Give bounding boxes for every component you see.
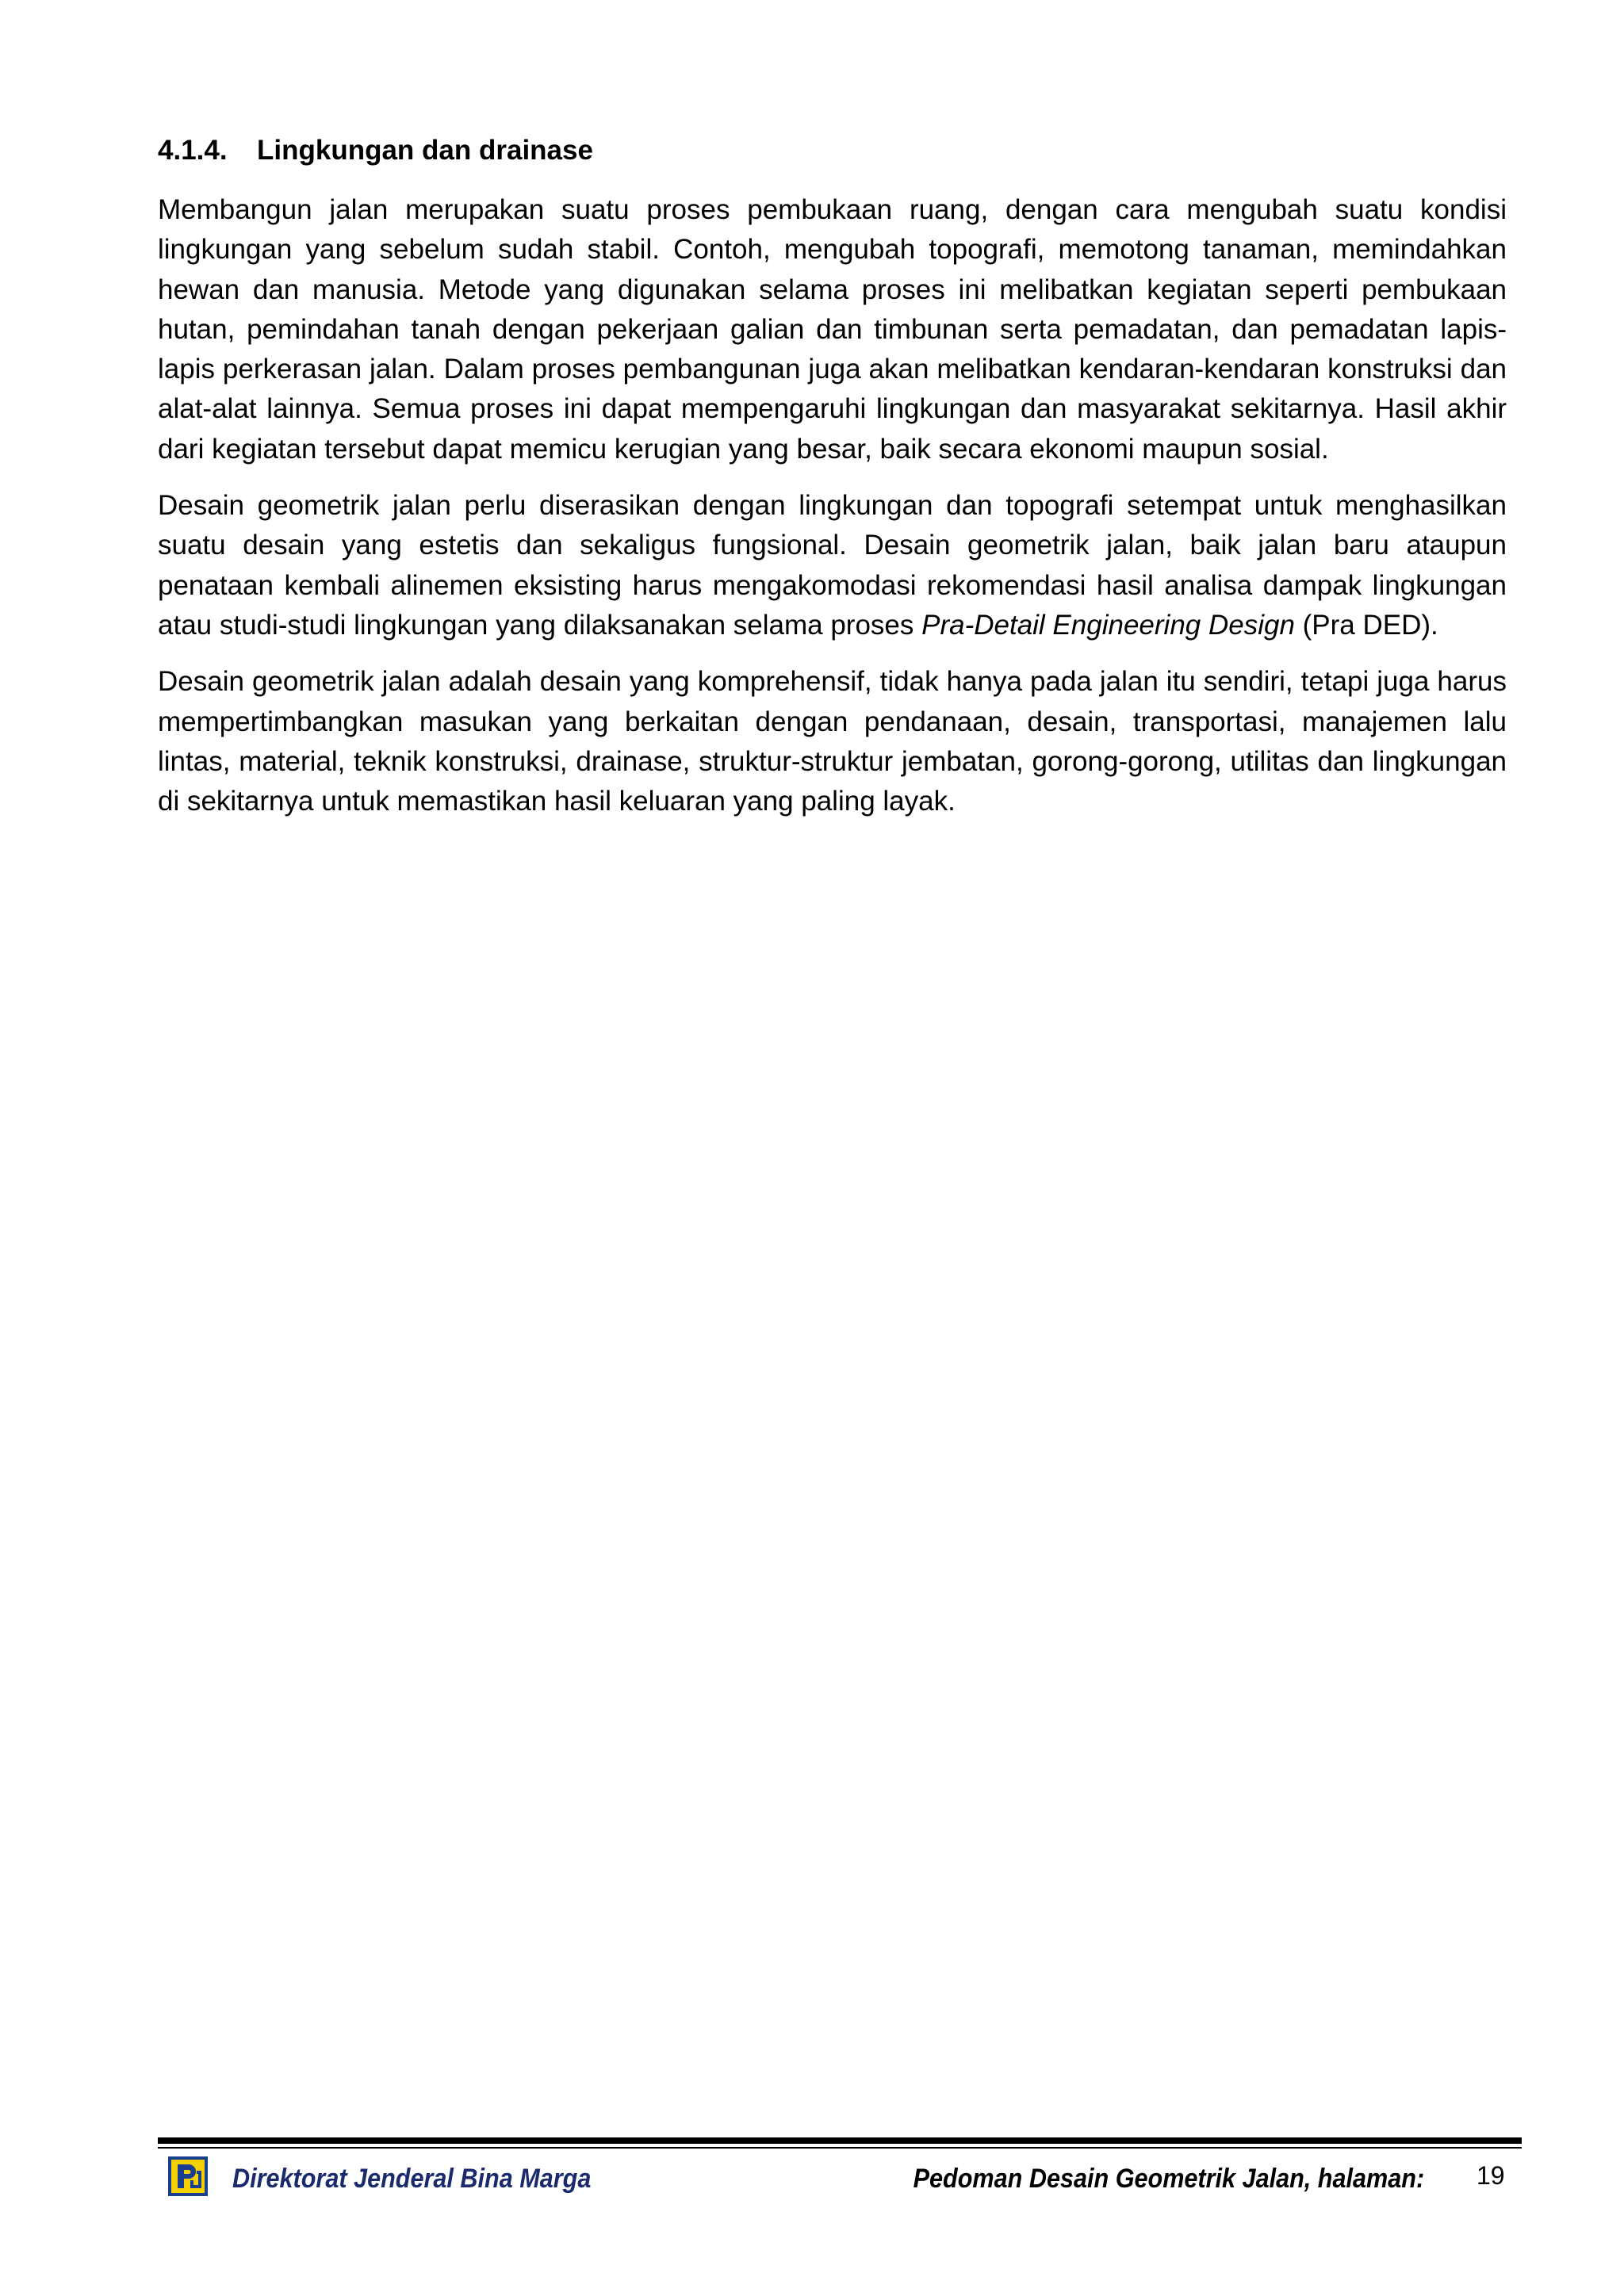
- paragraph-2-italic: Pra-Detail Engineering Design: [921, 609, 1295, 641]
- footer-rule-thick: [158, 2137, 1522, 2144]
- paragraph-1: Membangun jalan merupakan suatu proses pembukaan ruang, dengan cara mengubah suatu kondisi lingkungan yang sebelum sudah stabil. Contoh, mengubah topografi, memotong tanaman, memindahkan hewan dan manusia. Metode yang digunakan selama proses ini melibatkan kegiatan seperti pembukaan hutan, pemindahan tanah dengan pekerjaan galian dan timbunan serta pemadatan, dan pemadatan lapis-lapis perkerasan jalan. Dalam proses pembangunan juga akan melibatkan kendaran-kendaran konstruksi dan alat-alat lainnya. Semua proses ini dapat mempengaruhi lingkungan dan masyarakat sekitarnya. Hasil akhir dari kegiatan tersebut dapat memicu kerugian yang besar, baik secara ekonomi maupun sosial.: [158, 194, 1507, 465]
- section-title: Lingkungan dan drainase: [257, 135, 593, 166]
- paragraph-3: Desain geometrik jalan adalah desain yang komprehensif, tidak hanya pada jalan itu sendiri, tetapi juga harus mempertimbangkan masukan yang berkaitan dengan pendanaan, desain, transportasi, manajemen lalu lintas, material, teknik konstruksi, drainase, struktur-struktur jembatan, gorong-gorong, utilitas dan lingkungan di sekitarnya untuk memastikan hasil keluaran yang paling layak.: [158, 666, 1507, 817]
- page-number: 19: [1477, 2161, 1505, 2190]
- footer-rule-thin: [158, 2147, 1522, 2149]
- pu-ministry-logo-icon: [168, 2156, 208, 2196]
- paragraph-2-text-a: Desain geometrik jalan perlu diserasikan dengan lingkungan dan topografi setempat untuk menghasilkan suatu desain yang estetis dan sekaligus fungsional. Desain geometrik jalan, baik jalan baru ataupun penataan kembali alinemen eksisting harus mengakomodasi rekomendasi hasil analisa dampak lingkungan atau studi-studi lingkungan yang dilaksanakan selama proses: [158, 490, 1507, 641]
- footer-document-title: Pedoman Desain Geometrik Jalan, halaman:: [913, 2164, 1424, 2194]
- paragraph-2-text-b: (Pra DED).: [1294, 609, 1438, 641]
- section-heading: [158, 133, 593, 168]
- footer-organization: Direktorat Jenderal Bina Marga: [232, 2164, 592, 2194]
- paragraph-2: [158, 486, 1507, 645]
- body-text: [158, 190, 1507, 838]
- section-number: 4.1.4.: [158, 135, 228, 166]
